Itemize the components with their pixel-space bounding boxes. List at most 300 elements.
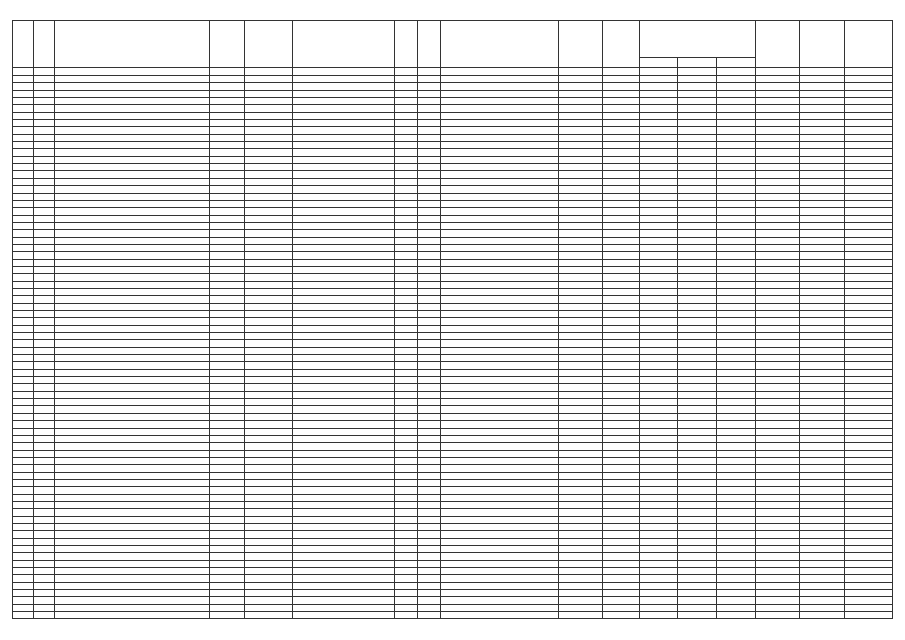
- address-cell: [55, 443, 210, 450]
- wall-material-cell: [292, 590, 394, 597]
- area-total-cell: [639, 450, 678, 457]
- year-repair-cell: [245, 222, 293, 229]
- rooms-cell: [799, 516, 845, 523]
- area-residential-cell: [678, 296, 717, 303]
- emergency-cell: [558, 142, 602, 149]
- fund-method-cell: [440, 362, 558, 369]
- wall-material-cell: [292, 120, 394, 127]
- row-no-cell: [13, 98, 34, 105]
- area-nonresidential-cell: [716, 164, 755, 171]
- address-cell: [55, 494, 210, 501]
- area-residential-cell: [678, 457, 717, 464]
- area-residential-cell: [678, 612, 717, 619]
- year-built-cell: [210, 76, 245, 83]
- area-total-cell: [639, 369, 678, 376]
- fund-method-cell: [440, 355, 558, 362]
- floors-cell: [394, 76, 417, 83]
- total-area-cell: [602, 340, 639, 347]
- area-total-cell: [639, 406, 678, 413]
- wear-class-cell: [845, 487, 893, 494]
- year-built-cell: [210, 244, 245, 251]
- year-built-cell: [210, 457, 245, 464]
- area-nonresidential-cell: [716, 487, 755, 494]
- floors-cell: [394, 274, 417, 281]
- entrances-cell: [417, 597, 440, 604]
- floors-cell: [394, 105, 417, 112]
- wear-class-cell: [845, 274, 893, 281]
- subheader-area-total-unit: [639, 68, 678, 76]
- wall-material-cell: [292, 266, 394, 273]
- wall-material-cell: [292, 90, 394, 97]
- row-no-cell: [13, 553, 34, 560]
- area-total-cell: [639, 509, 678, 516]
- area-nonresidential-cell: [716, 237, 755, 244]
- area-residential-cell: [678, 149, 717, 156]
- area-residential-cell: [678, 377, 717, 384]
- fund-method-cell: [440, 252, 558, 259]
- rooms-cell: [799, 178, 845, 185]
- year-repair-cell: [245, 575, 293, 582]
- year-repair-cell: [245, 546, 293, 553]
- wall-material-cell: [292, 252, 394, 259]
- wall-material-cell: [292, 237, 394, 244]
- table-row: [13, 325, 893, 332]
- total-area-cell: [602, 281, 639, 288]
- emergency-cell: [558, 83, 602, 90]
- rooms-cell: [799, 531, 845, 538]
- year-repair-cell: [245, 83, 293, 90]
- row-no-cell: [13, 531, 34, 538]
- rooms-cell: [799, 391, 845, 398]
- area-total-cell: [639, 340, 678, 347]
- residents-cell: [755, 149, 799, 156]
- floors-cell: [394, 472, 417, 479]
- district-no-cell: [34, 523, 55, 530]
- entrances-cell: [417, 509, 440, 516]
- row-no-cell: [13, 311, 34, 318]
- table-row: [13, 274, 893, 281]
- entrances-cell: [417, 450, 440, 457]
- rooms-cell: [799, 200, 845, 207]
- rooms-cell: [799, 501, 845, 508]
- fund-method-cell: [440, 244, 558, 251]
- area-nonresidential-cell: [716, 479, 755, 486]
- rooms-cell: [799, 590, 845, 597]
- rooms-cell: [799, 568, 845, 575]
- emergency-cell: [558, 149, 602, 156]
- area-residential-cell: [678, 274, 717, 281]
- entrances-cell: [417, 435, 440, 442]
- floors-cell: [394, 457, 417, 464]
- year-repair-cell: [245, 178, 293, 185]
- residents-cell: [755, 428, 799, 435]
- residents-cell: [755, 244, 799, 251]
- area-nonresidential-cell: [716, 186, 755, 193]
- rooms-cell: [799, 142, 845, 149]
- entrances-cell: [417, 311, 440, 318]
- emergency-cell: [558, 362, 602, 369]
- rooms-cell: [799, 362, 845, 369]
- row-no-cell: [13, 428, 34, 435]
- entrances-cell: [417, 281, 440, 288]
- emergency-cell: [558, 76, 602, 83]
- emergency-cell: [558, 553, 602, 560]
- fund-method-cell: [440, 443, 558, 450]
- year-built-cell: [210, 538, 245, 545]
- emergency-cell: [558, 112, 602, 119]
- area-total-cell: [639, 546, 678, 553]
- year-built-cell: [210, 560, 245, 567]
- area-nonresidential-cell: [716, 509, 755, 516]
- residents-cell: [755, 568, 799, 575]
- entrances-cell: [417, 516, 440, 523]
- total-area-cell: [602, 252, 639, 259]
- area-nonresidential-cell: [716, 333, 755, 340]
- floors-cell: [394, 208, 417, 215]
- area-residential-cell: [678, 590, 717, 597]
- floors-cell: [394, 178, 417, 185]
- total-area-cell: [602, 98, 639, 105]
- area-residential-cell: [678, 281, 717, 288]
- fund-method-cell: [440, 523, 558, 530]
- area-nonresidential-cell: [716, 443, 755, 450]
- residents-cell: [755, 200, 799, 207]
- emergency-cell: [558, 127, 602, 134]
- year-repair-cell: [245, 90, 293, 97]
- header-area-total: [639, 58, 678, 68]
- table-row: [13, 538, 893, 545]
- floors-cell: [394, 406, 417, 413]
- fund-method-cell: [440, 222, 558, 229]
- wall-material-cell: [292, 465, 394, 472]
- year-repair-cell: [245, 413, 293, 420]
- row-no-cell: [13, 215, 34, 222]
- fund-method-cell: [440, 582, 558, 589]
- area-nonresidential-cell: [716, 406, 755, 413]
- row-no-cell: [13, 516, 34, 523]
- wall-material-cell: [292, 222, 394, 229]
- emergency-cell: [558, 252, 602, 259]
- area-nonresidential-cell: [716, 575, 755, 582]
- total-area-cell: [602, 399, 639, 406]
- total-area-cell: [602, 193, 639, 200]
- residents-cell: [755, 98, 799, 105]
- area-total-cell: [639, 384, 678, 391]
- residents-cell: [755, 83, 799, 90]
- wall-material-cell: [292, 362, 394, 369]
- floors-cell: [394, 413, 417, 420]
- district-no-cell: [34, 479, 55, 486]
- area-total-cell: [639, 76, 678, 83]
- year-repair-cell: [245, 134, 293, 141]
- area-nonresidential-cell: [716, 465, 755, 472]
- entrances-cell: [417, 538, 440, 545]
- wall-material-cell: [292, 582, 394, 589]
- table-row: [13, 362, 893, 369]
- year-built-cell: [210, 597, 245, 604]
- fund-method-cell: [440, 399, 558, 406]
- rooms-cell: [799, 149, 845, 156]
- residents-cell: [755, 391, 799, 398]
- fund-method-cell: [440, 311, 558, 318]
- table-row: [13, 391, 893, 398]
- wear-class-cell: [845, 120, 893, 127]
- year-repair-cell: [245, 435, 293, 442]
- district-no-cell: [34, 568, 55, 575]
- district-no-cell: [34, 98, 55, 105]
- entrances-cell: [417, 200, 440, 207]
- table-row: [13, 443, 893, 450]
- emergency-cell: [558, 164, 602, 171]
- table-row: [13, 98, 893, 105]
- area-nonresidential-cell: [716, 90, 755, 97]
- entrances-cell: [417, 340, 440, 347]
- area-residential-cell: [678, 127, 717, 134]
- area-nonresidential-cell: [716, 494, 755, 501]
- emergency-cell: [558, 501, 602, 508]
- rooms-cell: [799, 281, 845, 288]
- total-area-cell: [602, 472, 639, 479]
- entrances-cell: [417, 582, 440, 589]
- area-total-cell: [639, 120, 678, 127]
- area-total-cell: [639, 325, 678, 332]
- year-built-cell: [210, 120, 245, 127]
- wall-material-cell: [292, 494, 394, 501]
- emergency-cell: [558, 575, 602, 582]
- table-row: [13, 142, 893, 149]
- row-no-cell: [13, 391, 34, 398]
- address-cell: [55, 244, 210, 251]
- area-total-cell: [639, 612, 678, 619]
- year-built-cell: [210, 193, 245, 200]
- year-built-cell: [210, 377, 245, 384]
- address-cell: [55, 98, 210, 105]
- table-row: [13, 384, 893, 391]
- address-cell: [55, 200, 210, 207]
- residents-cell: [755, 171, 799, 178]
- floors-cell: [394, 604, 417, 611]
- rooms-cell: [799, 413, 845, 420]
- emergency-cell: [558, 244, 602, 251]
- total-area-cell: [602, 112, 639, 119]
- table-row: [13, 582, 893, 589]
- address-cell: [55, 311, 210, 318]
- rooms-cell: [799, 340, 845, 347]
- address-cell: [55, 501, 210, 508]
- wall-material-cell: [292, 457, 394, 464]
- row-no-cell: [13, 274, 34, 281]
- fund-method-cell: [440, 413, 558, 420]
- address-cell: [55, 472, 210, 479]
- area-total-cell: [639, 604, 678, 611]
- row-no-cell: [13, 230, 34, 237]
- total-area-cell: [602, 76, 639, 83]
- district-no-cell: [34, 531, 55, 538]
- residents-cell: [755, 479, 799, 486]
- floors-cell: [394, 479, 417, 486]
- row-no-cell: [13, 281, 34, 288]
- area-nonresidential-cell: [716, 222, 755, 229]
- fund-method-cell: [440, 421, 558, 428]
- total-area-cell: [602, 347, 639, 354]
- area-total-cell: [639, 186, 678, 193]
- entrances-cell: [417, 171, 440, 178]
- floors-cell: [394, 487, 417, 494]
- floors-cell: [394, 134, 417, 141]
- emergency-cell: [558, 399, 602, 406]
- residents-cell: [755, 377, 799, 384]
- area-total-cell: [639, 597, 678, 604]
- area-residential-cell: [678, 494, 717, 501]
- entrances-cell: [417, 612, 440, 619]
- area-residential-cell: [678, 186, 717, 193]
- address-cell: [55, 384, 210, 391]
- entrances-cell: [417, 303, 440, 310]
- table-row: [13, 494, 893, 501]
- floors-cell: [394, 259, 417, 266]
- table-row: [13, 288, 893, 295]
- area-total-cell: [639, 333, 678, 340]
- wall-material-cell: [292, 406, 394, 413]
- year-repair-cell: [245, 443, 293, 450]
- residents-cell: [755, 318, 799, 325]
- year-repair-cell: [245, 333, 293, 340]
- district-no-cell: [34, 355, 55, 362]
- area-residential-cell: [678, 333, 717, 340]
- residents-cell: [755, 494, 799, 501]
- emergency-cell: [558, 200, 602, 207]
- total-area-cell: [602, 560, 639, 567]
- year-repair-cell: [245, 487, 293, 494]
- address-cell: [55, 83, 210, 90]
- emergency-cell: [558, 516, 602, 523]
- row-no-cell: [13, 83, 34, 90]
- emergency-cell: [558, 546, 602, 553]
- fund-method-cell: [440, 325, 558, 332]
- wall-material-cell: [292, 76, 394, 83]
- floors-cell: [394, 384, 417, 391]
- district-no-cell: [34, 303, 55, 310]
- rooms-cell: [799, 76, 845, 83]
- emergency-cell: [558, 369, 602, 376]
- wall-material-cell: [292, 311, 394, 318]
- district-no-cell: [34, 112, 55, 119]
- floors-cell: [394, 149, 417, 156]
- table-row: [13, 355, 893, 362]
- area-residential-cell: [678, 347, 717, 354]
- rooms-cell: [799, 399, 845, 406]
- fund-method-cell: [440, 120, 558, 127]
- area-residential-cell: [678, 156, 717, 163]
- year-repair-cell: [245, 465, 293, 472]
- emergency-cell: [558, 377, 602, 384]
- wear-class-cell: [845, 531, 893, 538]
- wall-material-cell: [292, 296, 394, 303]
- entrances-cell: [417, 590, 440, 597]
- area-nonresidential-cell: [716, 582, 755, 589]
- area-residential-cell: [678, 406, 717, 413]
- area-nonresidential-cell: [716, 105, 755, 112]
- table-row: [13, 531, 893, 538]
- entrances-cell: [417, 501, 440, 508]
- emergency-cell: [558, 90, 602, 97]
- residents-cell: [755, 509, 799, 516]
- rooms-cell: [799, 435, 845, 442]
- floors-cell: [394, 127, 417, 134]
- address-cell: [55, 208, 210, 215]
- residents-cell: [755, 443, 799, 450]
- row-no-cell: [13, 303, 34, 310]
- floors-cell: [394, 288, 417, 295]
- area-nonresidential-cell: [716, 355, 755, 362]
- residents-cell: [755, 531, 799, 538]
- emergency-cell: [558, 274, 602, 281]
- floors-cell: [394, 590, 417, 597]
- floors-cell: [394, 244, 417, 251]
- area-residential-cell: [678, 178, 717, 185]
- emergency-cell: [558, 384, 602, 391]
- fund-method-cell: [440, 428, 558, 435]
- district-no-cell: [34, 208, 55, 215]
- wall-material-cell: [292, 200, 394, 207]
- address-cell: [55, 318, 210, 325]
- row-no-cell: [13, 244, 34, 251]
- emergency-cell: [558, 259, 602, 266]
- address-cell: [55, 288, 210, 295]
- district-no-cell: [34, 546, 55, 553]
- fund-method-cell: [440, 575, 558, 582]
- entrances-cell: [417, 413, 440, 420]
- wear-class-cell: [845, 369, 893, 376]
- area-residential-cell: [678, 288, 717, 295]
- total-area-cell: [602, 597, 639, 604]
- rooms-cell: [799, 127, 845, 134]
- wall-material-cell: [292, 472, 394, 479]
- floors-cell: [394, 333, 417, 340]
- area-residential-cell: [678, 171, 717, 178]
- fund-method-cell: [440, 127, 558, 134]
- fund-method-cell: [440, 501, 558, 508]
- emergency-cell: [558, 98, 602, 105]
- entrances-cell: [417, 266, 440, 273]
- year-built-cell: [210, 399, 245, 406]
- row-no-cell: [13, 406, 34, 413]
- wall-material-cell: [292, 450, 394, 457]
- rooms-cell: [799, 325, 845, 332]
- residents-cell: [755, 105, 799, 112]
- row-no-cell: [13, 384, 34, 391]
- table-row: [13, 281, 893, 288]
- area-residential-cell: [678, 303, 717, 310]
- row-no-cell: [13, 443, 34, 450]
- area-residential-cell: [678, 523, 717, 530]
- wall-material-cell: [292, 487, 394, 494]
- area-nonresidential-cell: [716, 303, 755, 310]
- area-nonresidential-cell: [716, 112, 755, 119]
- address-cell: [55, 325, 210, 332]
- area-nonresidential-cell: [716, 450, 755, 457]
- district-no-cell: [34, 222, 55, 229]
- residents-cell: [755, 325, 799, 332]
- area-total-cell: [639, 208, 678, 215]
- residents-cell: [755, 604, 799, 611]
- floors-cell: [394, 465, 417, 472]
- wall-material-cell: [292, 531, 394, 538]
- header-area-residential: [678, 58, 717, 68]
- area-total-cell: [639, 149, 678, 156]
- fund-method-cell: [440, 318, 558, 325]
- area-total-cell: [639, 296, 678, 303]
